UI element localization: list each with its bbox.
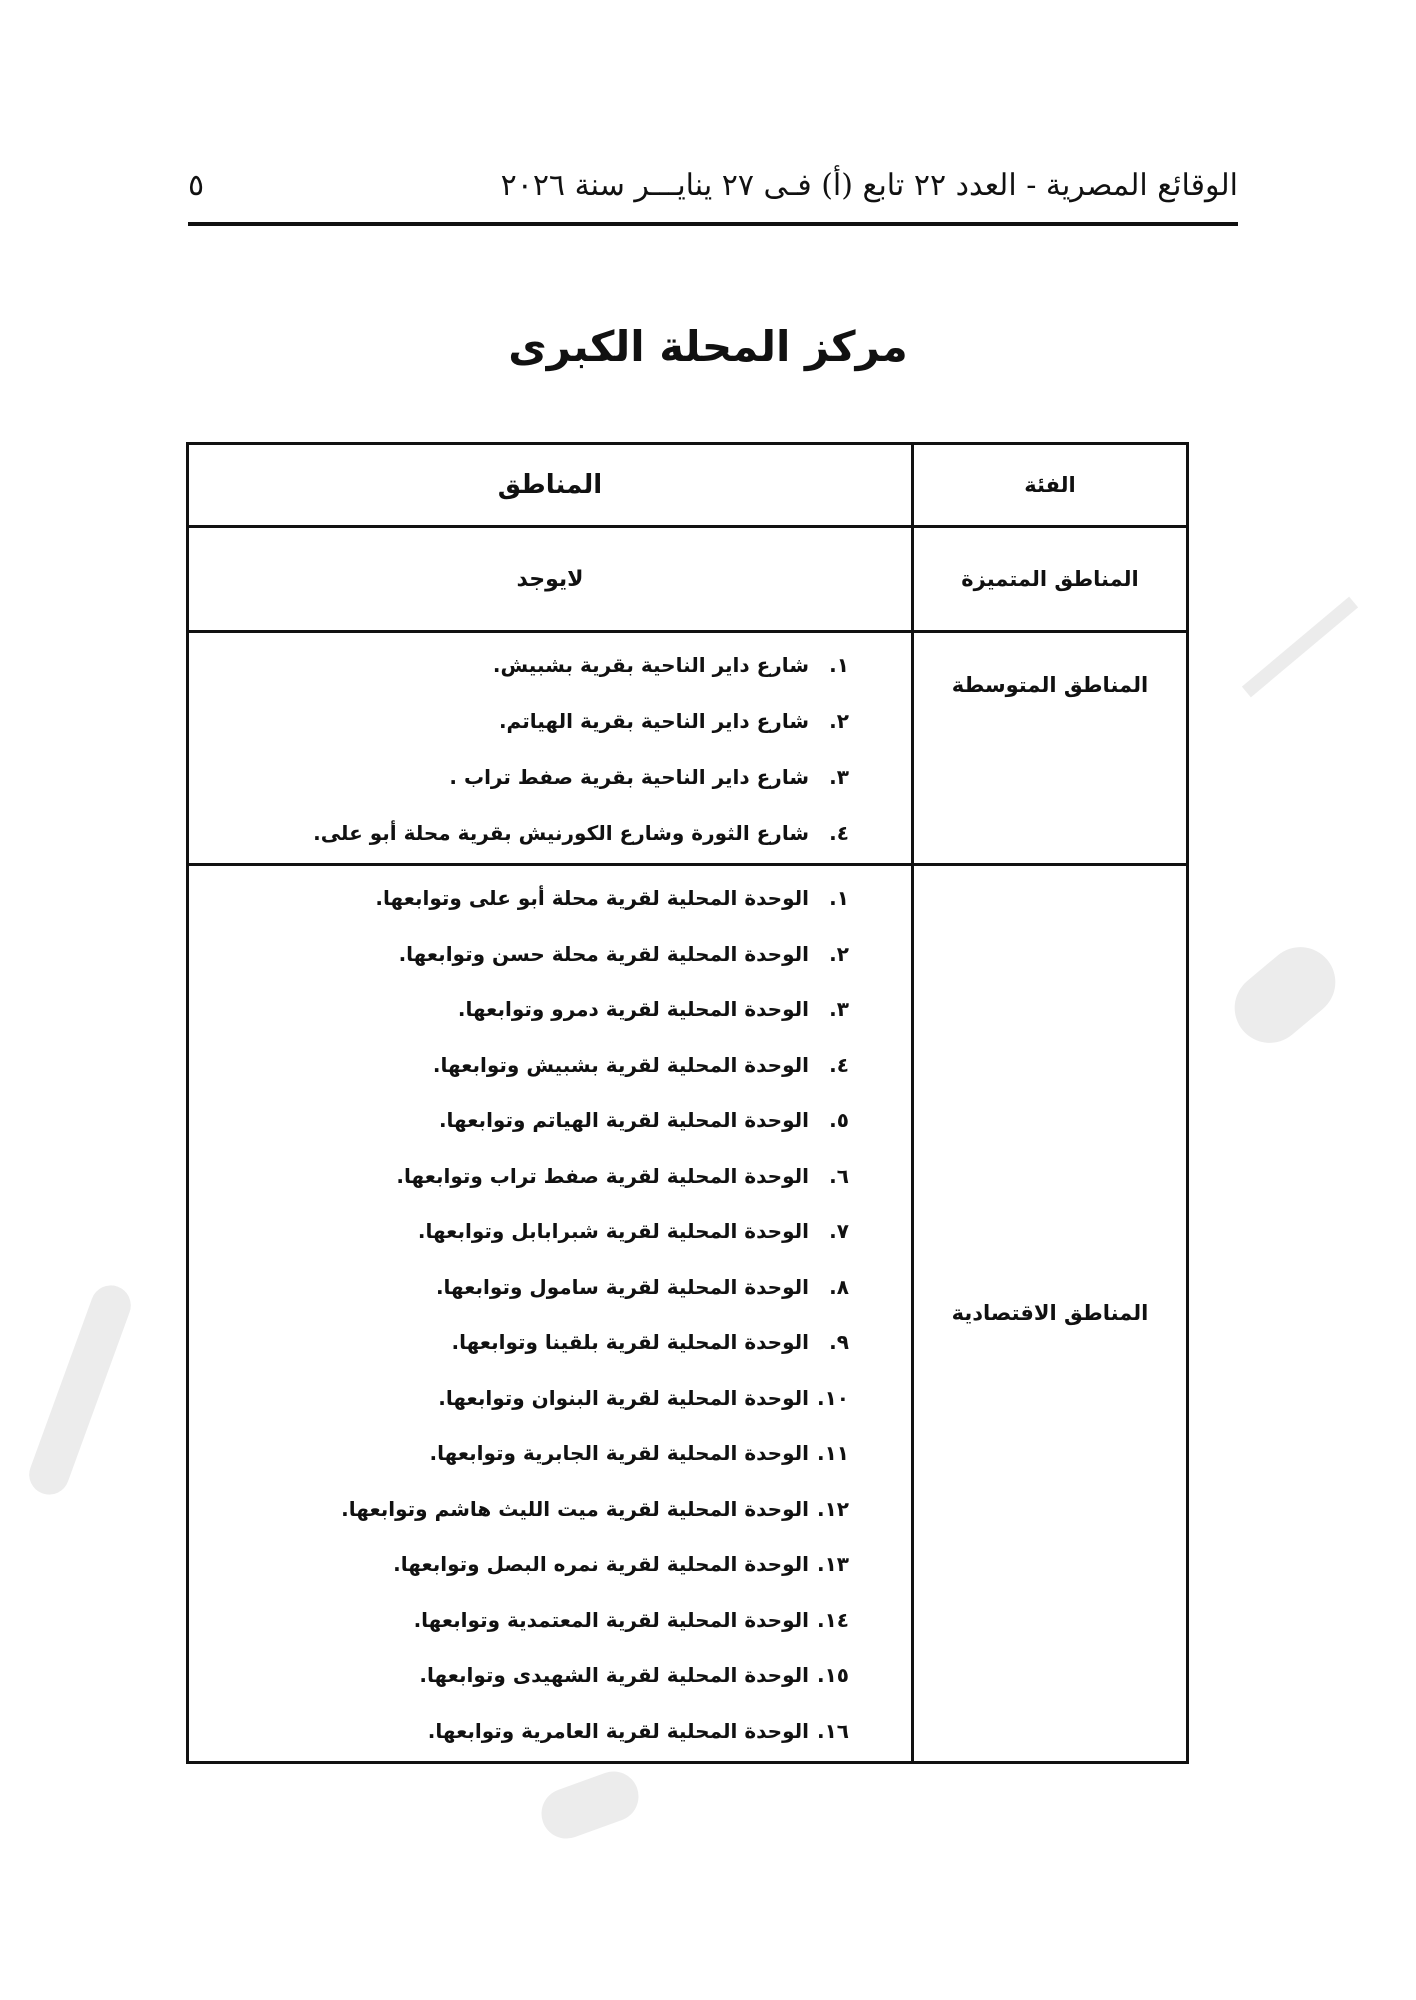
item-number: ١.: [829, 886, 849, 910]
list-item: [189, 651, 849, 679]
running-header: [188, 160, 1238, 210]
item-number: ١٤.: [816, 1607, 849, 1632]
category-cell: المناطق المتميزة: [913, 527, 1188, 632]
item-number: ١٥.: [816, 1663, 849, 1687]
item-text: شارع داير الناحية بقرية بشبيش.: [492, 653, 809, 677]
item-number: ١.: [829, 653, 849, 677]
item-number: ١١.: [816, 1441, 849, 1465]
column-header-areas: المناطق: [188, 444, 913, 527]
item-text: الوحدة المحلية لقرية الشهيدى وتوابعها.: [419, 1663, 809, 1687]
list-item: [189, 1384, 849, 1412]
zones-table: [186, 442, 1189, 1764]
list-item: [189, 1606, 849, 1634]
areas-cell: لايوجد: [188, 527, 913, 632]
item-text: الوحدة المحلية لقرية محلة حسن وتوابعها.: [398, 941, 809, 966]
item-text: شارع داير الناحية بقرية الهياتم.: [498, 709, 809, 733]
header-rule: [188, 222, 1238, 226]
item-text: الوحدة المحلية لقرية دمرو وتوابعها.: [457, 997, 809, 1021]
category-cell: المناطق الاقتصادية: [913, 865, 1188, 1763]
item-number: ١٦.: [816, 1718, 849, 1743]
table-header-row: [188, 444, 1188, 527]
list-item: [189, 995, 849, 1023]
watermark-shape: [1220, 933, 1349, 1057]
watermark-shape: [24, 1280, 137, 1500]
item-number: ٣.: [829, 997, 849, 1021]
item-number: ٥.: [829, 1108, 849, 1132]
areas-cell: [188, 632, 913, 865]
list-item: [189, 940, 849, 968]
list-item: [189, 1328, 849, 1356]
watermark-shape: [534, 1764, 645, 1845]
item-text: الوحدة المحلية لقرية المعتمدية وتوابعها.: [413, 1607, 809, 1632]
item-text: الوحدة المحلية لقرية بلقينا وتوابعها.: [451, 1330, 809, 1354]
table-row: [188, 632, 1188, 865]
list-item: [189, 1495, 849, 1523]
list-item: [189, 707, 849, 735]
page-number: ٥: [188, 167, 205, 203]
item-text: الوحدة المحلية لقرية صفط تراب وتوابعها.: [396, 1163, 809, 1188]
areas-cell: [188, 865, 913, 1763]
item-number: ٤.: [829, 821, 849, 845]
item-number: ١٠.: [816, 1385, 849, 1410]
watermark-shape: [1242, 597, 1358, 698]
list-item: [189, 1273, 849, 1301]
areas-list: [189, 633, 911, 863]
page-title: مركز المحلة الكبرى: [508, 322, 908, 371]
item-text: شارع داير الناحية بقرية صفط تراب .: [449, 765, 809, 789]
item-text: الوحدة المحلية لقرية ميت الليث هاشم وتوابعها.: [341, 1496, 809, 1521]
item-number: ٦.: [829, 1163, 849, 1188]
list-item: [189, 819, 849, 847]
item-text: الوحدة المحلية لقرية بشبيش وتوابعها.: [432, 1052, 809, 1077]
item-text: الوحدة المحلية لقرية شبرابابل وتوابعها.: [417, 1219, 809, 1243]
list-item: [189, 1439, 849, 1467]
item-text: الوحدة المحلية لقرية البنوان وتوابعها.: [438, 1385, 809, 1410]
publication-line: الوقائع المصرية - العدد ٢٢ تابع (أ) فـى ٢٧ ينايـــر سنة ٢٠٢٦: [500, 167, 1238, 203]
column-header-category: الفئة: [913, 444, 1188, 527]
category-cell: المناطق المتوسطة: [913, 632, 1188, 865]
list-item: [189, 1217, 849, 1245]
list-item: [189, 1162, 849, 1190]
list-item: [189, 1106, 849, 1134]
list-item: [189, 1717, 849, 1745]
item-number: ٨.: [829, 1274, 849, 1299]
item-number: ٩.: [829, 1330, 849, 1354]
item-text: شارع الثورة وشارع الكورنيش بقرية محلة أبو على.: [313, 821, 809, 845]
item-number: ٢.: [829, 709, 849, 733]
item-number: ٧.: [829, 1219, 849, 1243]
item-text: الوحدة المحلية لقرية نمره البصل وتوابعها.: [393, 1552, 809, 1576]
item-number: ٤.: [829, 1052, 849, 1077]
item-number: ١٢.: [816, 1496, 849, 1521]
item-number: ٣.: [829, 765, 849, 789]
item-text: الوحدة المحلية لقرية الهياتم وتوابعها.: [438, 1108, 809, 1132]
list-item: [189, 763, 849, 791]
item-number: ١٣.: [816, 1552, 849, 1576]
areas-list: [189, 866, 911, 1761]
item-text: الوحدة المحلية لقرية العامرية وتوابعها.: [427, 1718, 809, 1743]
list-item: [189, 1051, 849, 1079]
item-text: الوحدة المحلية لقرية الجابرية وتوابعها.: [429, 1441, 809, 1465]
table-row: [188, 865, 1188, 1763]
list-item: [189, 884, 849, 912]
item-text: الوحدة المحلية لقرية محلة أبو على وتوابعها.: [375, 886, 809, 910]
item-number: ٢.: [829, 941, 849, 966]
list-item: [189, 1550, 849, 1578]
table-row: [188, 527, 1188, 632]
list-item: [189, 1661, 849, 1689]
item-text: الوحدة المحلية لقرية سامول وتوابعها.: [435, 1274, 809, 1299]
